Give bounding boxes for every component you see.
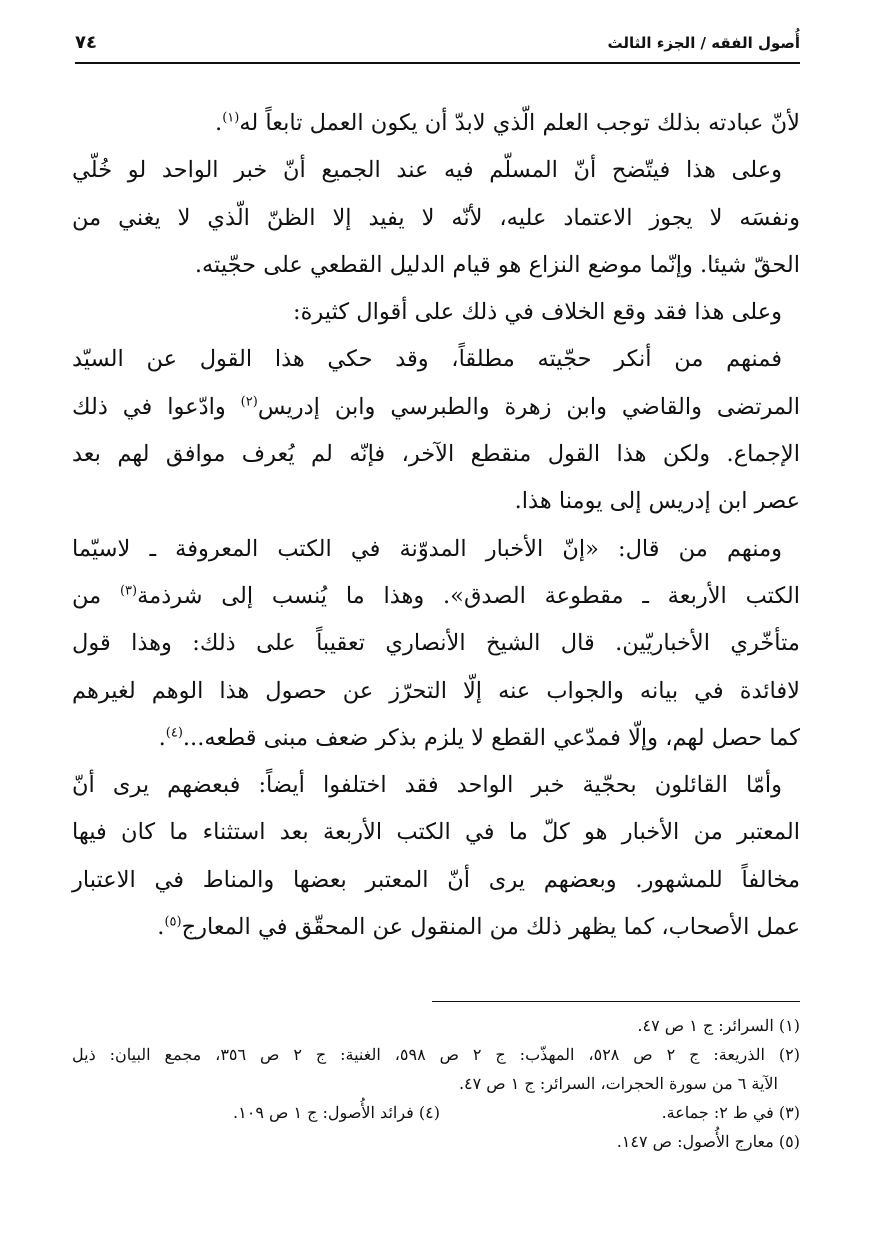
running-title: أُصول الفقه / الجزء الثالث (607, 34, 800, 52)
text-run: ونفسَه لا يجوز الاعتماد عليه، لأنّه لا يفيد إلا الظنّ الّذي لا يغني من (72, 204, 800, 231)
text-line (72, 668, 800, 715)
text-run: . (215, 110, 223, 136)
text-line (72, 620, 800, 667)
footnote-ref[interactable]: (٣) (119, 583, 138, 599)
text-line (72, 904, 800, 951)
footnote-ref[interactable]: (١) (222, 110, 240, 126)
text-run: . (158, 724, 166, 751)
text-run: عمل الأصحاب، كما يظهر ذلك من المنقول عن المحقّق في المعارج (181, 914, 800, 941)
footnote-4: (٤) فرائد الأُصول: ج ١ ص ١٠٩. (233, 1103, 440, 1122)
text-run: مخالفاً للمشهور. وبعضهم يرى أنّ المعتبر بعضها والمناط في الاعتبار (72, 866, 800, 893)
footnote-3: (٣) في ط ٢: جماعة. (661, 1103, 800, 1122)
footnote-row-3-4 (72, 1098, 800, 1127)
page-number: ٧٤ (75, 32, 97, 53)
page-header (75, 30, 800, 64)
footnote-separator (432, 1001, 800, 1002)
footnote-ref[interactable]: (٥) (164, 914, 182, 930)
text-run: الإجماع. ولكن هذا القول منقطع الآخر، فإنّه لم يُعرف موافق لهم بعد (72, 441, 800, 468)
text-run: عصر ابن إدريس إلى يومنا هذا. (514, 488, 800, 515)
text-line (72, 100, 800, 147)
text-line (72, 384, 800, 431)
text-line (72, 289, 800, 336)
text-line (72, 431, 800, 478)
text-run: المرتضى والقاضي وابن زهرة والطبرسي وابن إدريس (257, 393, 800, 420)
text-run: من (72, 582, 120, 609)
text-line (72, 526, 800, 573)
text-line (72, 762, 800, 809)
text-line (72, 336, 800, 383)
text-run: وعلى هذا فقد وقع الخلاف في ذلك على أقوال كثيرة: (293, 299, 782, 326)
text-line (72, 715, 800, 762)
text-run: المعتبر من الأخبار هو كلّ ما في الكتب الأربعة بعد استثناء ما كان فيها (72, 819, 800, 846)
text-line (72, 147, 800, 194)
footnote-5: (٥) معارج الأُصول: ص ١٤٧. (616, 1132, 800, 1151)
footnote-2: (٢) الذريعة: ج ٢ ص ٥٢٨، المهذّب: ج ٢ ص ٥٩٨، الغنية: ج ٢ ص ٣٥٦، مجمع البيان: ذيل (72, 1045, 800, 1064)
text-line (72, 478, 800, 525)
body-text (72, 100, 800, 951)
text-line (72, 809, 800, 856)
footnote-ref[interactable]: (٤) (165, 725, 183, 741)
text-line (72, 242, 800, 289)
footnote-ref[interactable]: (٢) (240, 394, 258, 410)
footnotes (72, 1011, 800, 1156)
text-run: وادّعوا في ذلك (72, 393, 241, 420)
text-run: الكتب الأربعة ـ مقطوعة الصدق». وهذا ما يُنسب إلى شرذمة (137, 582, 800, 609)
text-run: لأنّ عبادته بذلك توجب العلم الّذي لابدّ أن يكون العمل تابعاً له (239, 110, 800, 136)
text-run: فمنهم من أنكر حجّيته مطلقاً، وقد حكي هذا القول عن السيّد (72, 346, 782, 373)
footnote-2-continued: الآية ٦ من سورة الحجرات، السرائر: ج ١ ص ٤٧. (458, 1074, 778, 1093)
text-run: وأمّا القائلون بحجّية خبر الواحد فقد اختلفوا أيضاً: فبعضهم يرى أنّ (72, 772, 782, 799)
text-run: الحقّ شيئا. وإنّما موضع النزاع هو قيام الدليل القطعي على حجّيته. (194, 251, 800, 278)
footnote-1: (١) السرائر: ج ١ ص ٤٧. (637, 1016, 800, 1035)
text-run: ومنهم من قال: «إنّ الأخبار المدوّنة في الكتب المعروفة ـ لاسيّما (72, 535, 782, 562)
text-line (72, 573, 800, 620)
text-run: وعلى هذا فيتّضح أنّ المسلّم فيه عند الجميع أنّ خبر الواحد لو خُلّي (72, 157, 782, 184)
text-run: لافائدة في بيانه والجواب عنه إلّا التحرّز عن حصول هذا الوهم لغيرهم (72, 677, 800, 704)
text-run: متأخّري الأخباريّين. قال الشيخ الأنصاري تعقيباً على ذلك: وهذا قول (72, 630, 800, 657)
text-line (72, 195, 800, 242)
text-run: كما حصل لهم، وإلّا فمدّعي القطع لا يلزم بذكر ضعف مبنى قطعه... (182, 724, 800, 751)
text-run: . (157, 914, 165, 941)
text-line (72, 857, 800, 904)
